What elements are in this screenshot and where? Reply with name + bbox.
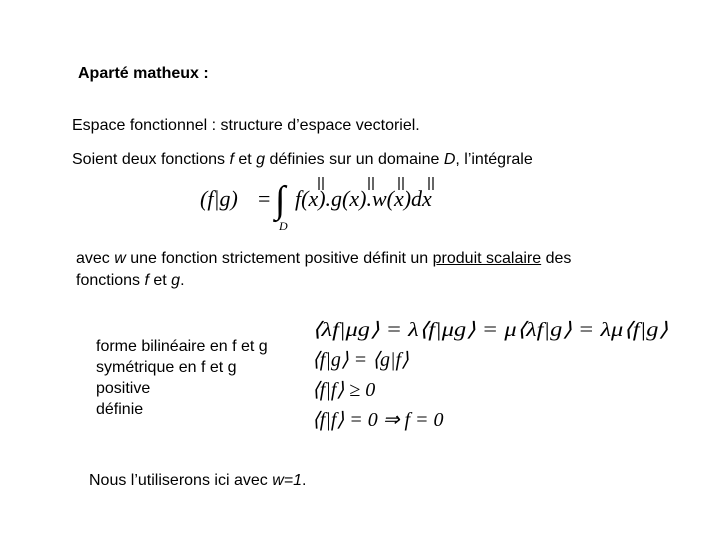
text-fragment: Soient deux fonctions <box>72 151 230 168</box>
section-title: Aparté matheux : <box>78 65 209 82</box>
integral-domain: D <box>279 219 288 233</box>
var-w-value: w=1 <box>272 472 302 489</box>
property-formulas <box>310 312 690 440</box>
text-fragment: . <box>301 472 307 489</box>
var-D: D <box>443 151 456 168</box>
scalar-product-line-cont <box>76 271 185 291</box>
var-f: f <box>229 151 234 168</box>
property-definite: définie <box>96 401 144 418</box>
intro-line: Espace fonctionnel : structure d’espace vectoriel. <box>72 117 420 134</box>
var-w: w <box>114 250 126 267</box>
formula-positive: ⟨f|f⟩ ≥ 0 <box>312 379 376 401</box>
scalar-product-term: produit scalaire <box>432 250 542 267</box>
inner-product-lhs: (f|g) <box>200 186 238 211</box>
var-g: g <box>171 272 181 289</box>
text-fragment: , l’intégrale <box>455 151 533 168</box>
integrand: f(x).g(x).w(x)dx <box>295 186 432 211</box>
text-fragment: définies sur un domaine <box>265 151 444 168</box>
formula-definite: ⟨f|f⟩ = 0 ⇒ f = 0 <box>312 409 444 431</box>
text-fragment: Nous l’utiliserons ici avec <box>89 472 273 489</box>
definition-line <box>72 150 533 170</box>
text-fragment: . <box>180 272 185 289</box>
conclusion-line <box>89 471 306 491</box>
text-fragment: des <box>541 250 572 267</box>
equals-sign: = <box>258 186 271 211</box>
text-fragment: avec <box>76 250 115 267</box>
text-fragment: et <box>148 272 172 289</box>
property-positive: positive <box>96 380 151 397</box>
formula-bilinear: ⟨λf|μg⟩ = λ⟨f|μg⟩ = μ⟨λf|g⟩ = λμ⟨f|g⟩ <box>312 319 669 341</box>
var-f: f <box>144 272 149 289</box>
formula-symmetric: ⟨f|g⟩ = ⟨g|f⟩ <box>312 349 409 371</box>
property-symmetric: symétrique en f et g <box>96 359 237 376</box>
property-bilinear: forme bilinéaire en f et g <box>96 338 268 355</box>
scalar-product-line <box>76 249 571 269</box>
integral-formula <box>195 170 485 236</box>
var-g: g <box>256 151 266 168</box>
text-fragment: fonctions <box>76 272 145 289</box>
text-fragment: une fonction strictement positive définit un <box>125 250 433 267</box>
integral-sign: ∫ <box>275 179 286 221</box>
text-fragment: et <box>233 151 257 168</box>
